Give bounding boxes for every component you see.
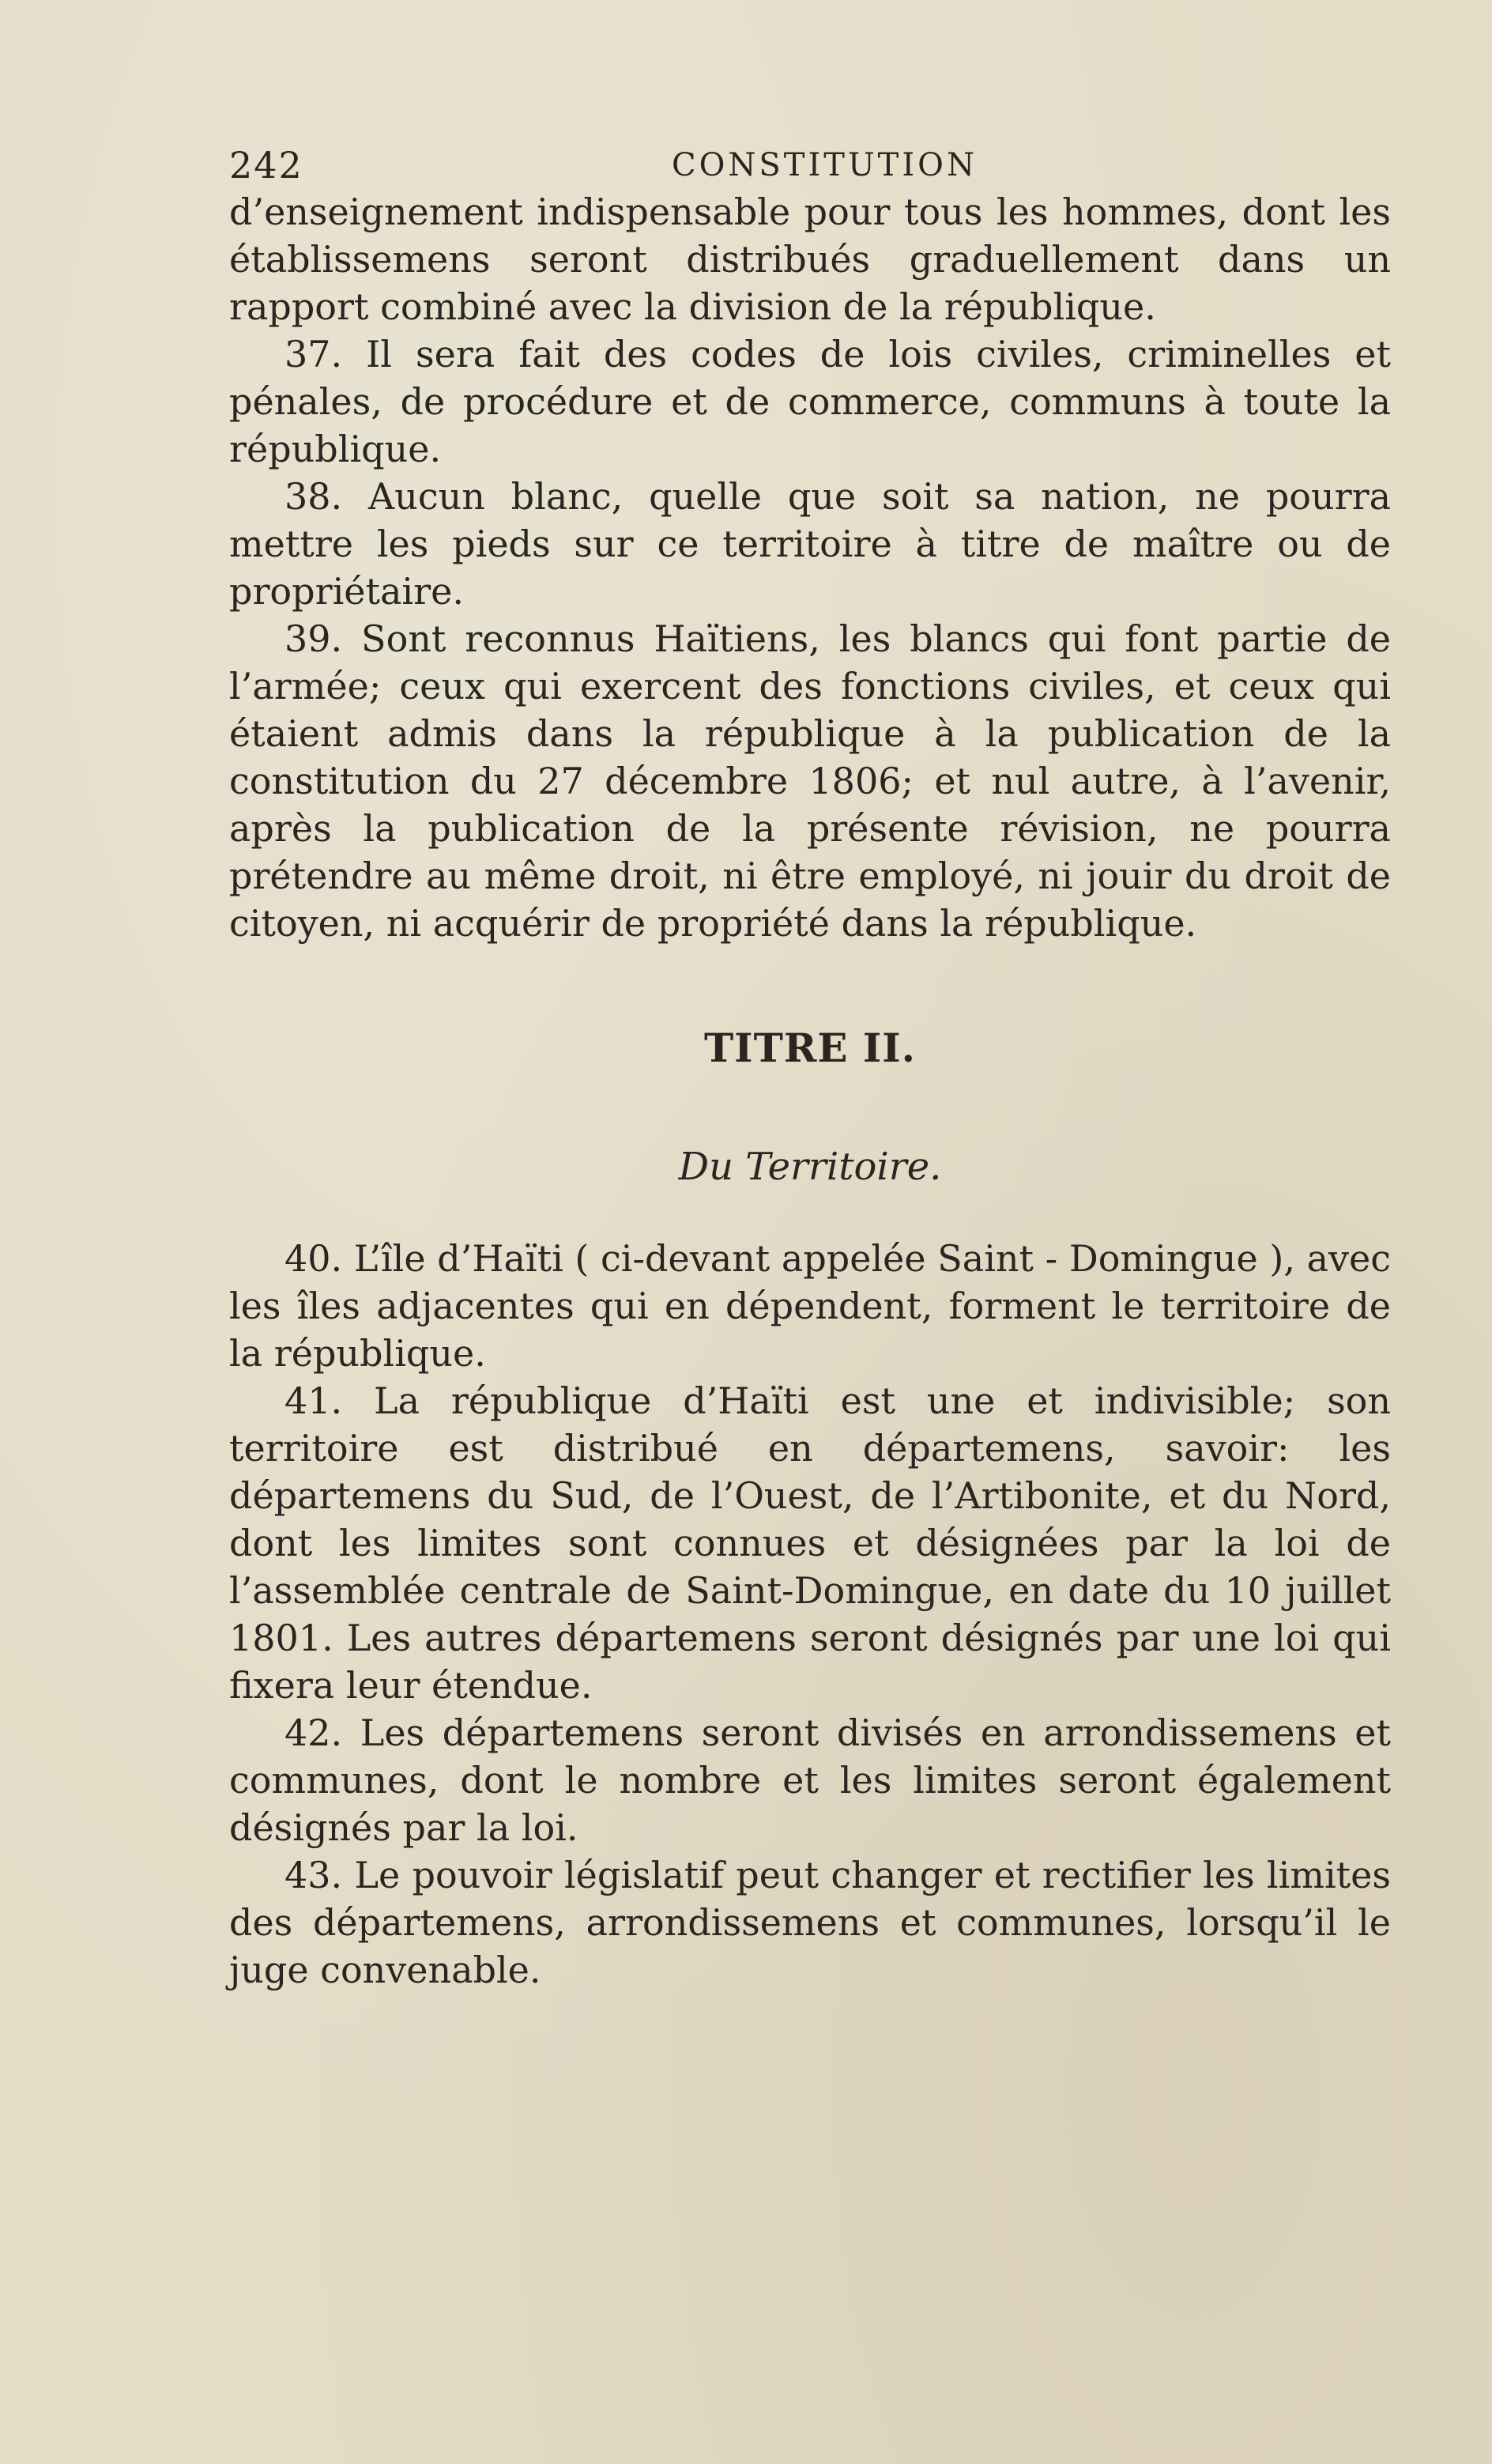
article-43: 43. Le pouvoir législatif peut changer et rectifier les limites des départemens, arrondissemens et communes, lorsqu’il le juge convenable. <box>229 1854 1391 1991</box>
text-block-upper <box>229 188 1391 947</box>
paragraph-continuation: d’enseignement indispensable pour tous les hommes, dont les établissemens seront distribués graduellement dans un rapport combiné avec la division de la république. <box>229 191 1391 328</box>
article-42: 42. Les départemens seront divisés en arrondissemens et communes, dont le nombre et les limites seront également désignés par la loi. <box>229 1711 1391 1849</box>
page-header <box>229 144 1391 191</box>
section-subtitle: Du Territoire. <box>678 1145 942 1189</box>
text-block-lower <box>229 1235 1391 1994</box>
article-37: 37. Il sera fait des codes de lois civiles, criminelles et pénales, de procédure et de commerce, communs à toute la république. <box>229 333 1391 470</box>
article-41: 41. La république d’Haïti est une et indivisible; son territoire est distribué en départemens, savoir: les départemens du Sud, de l’Ouest, de l’Artibonite, et du Nord, dont les limites sont connues et désignées par la loi de l’assemblée centrale de Saint-Domingue, en date du 10 juillet 1801. Les autres départemens seront désignés par une loi qui fixera leur étendue. <box>229 1379 1391 1707</box>
article-38: 38. Aucun blanc, quelle que soit sa nation, ne pourra mettre les pieds sur ce territoire à titre de maître ou de propriétaire. <box>229 475 1391 613</box>
article-40: 40. L’île d’Haïti ( ci-devant appelée Saint - Domingue ), avec les îles adjacentes qui en dépendent, forment le territoire de la république. <box>229 1237 1391 1375</box>
section-title: TITRE II. <box>703 1024 917 1071</box>
page-number: 242 <box>229 144 303 187</box>
running-head: CONSTITUTION <box>672 147 978 183</box>
article-39: 39. Sont reconnus Haïtiens, les blancs qui font partie de l’armée; ceux qui exercent des fonctions civiles, et ceux qui étaient admis dans la république à la publication de la constitution du 27 décembre 1806; et nul autre, à l’avenir, après la publication de la présente révision, ne pourra prétendre au même droit, ni être employé, ni jouir du droit de citoyen, ni acquérir de propriété dans la république. <box>229 617 1391 945</box>
